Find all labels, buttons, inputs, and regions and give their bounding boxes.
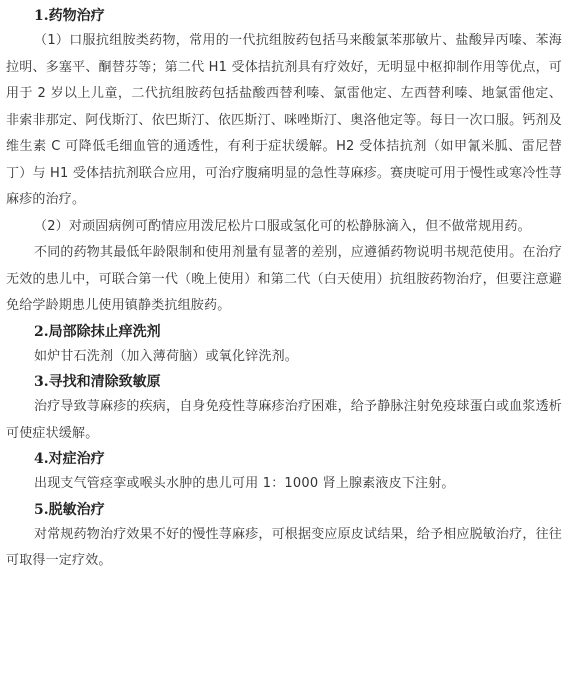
paragraph-desensitization: 对常规药物治疗效果不好的慢性荨麻疹，可根据变应原皮试结果，给予相应脱敏治疗，往往可取得一定疗效。 xyxy=(6,526,563,568)
section-heading-symptomatic-treatment: 4.对症治疗 xyxy=(34,451,105,467)
paragraph-oral-antihistamines: （1）口服抗组胺类药物，常用的一代抗组胺药包括马来酸氯苯那敏片、盐酸异丙嗪、苯海拉明、多塞平、酮替芬等；第二代 H1 受体拮抗剂具有疗效好，无明显中枢抑制作用等优点，可用于 2 岁以上儿童，二代抗组胺药包括盐酸西替利嗪、氯雷他定、左西替利嗪、地氯雷他定、非索非那定、阿伐斯汀、依巴斯汀、依匹斯汀、咪唑斯汀、奥洛他定等。每日一次口服。钙剂及维生素 C 可降低毛细血管的通透性，有利于症状缓解。H2 受体拮抗剂（如甲氰米胍、雷尼替丁）与 H1 受体拮抗剂联合应用，可治疗腹痛明显的急性荨麻疹。赛庚啶可用于慢性或寒冷性荨麻疹的治疗。 xyxy=(6,33,562,207)
paragraph-age-dosage: 不同的药物其最低年龄限制和使用剂量有显著的差别，应遵循药物说明书规范使用。在治疗无效的患儿中，可联合第一代（晚上使用）和第二代（白天使用）抗组胺药物治疗，但要注意避免给学龄期患儿使用镇静类抗组胺药。 xyxy=(6,245,563,313)
section-heading-topical-lotion: 2.局部除抹止痒洗剂 xyxy=(34,323,161,340)
paragraph-symptomatic-treatment: 出现支气管痉挛或喉头水肿的患儿可用 1：1000 肾上腺素液皮下注射。 xyxy=(34,476,455,491)
section-heading-drug-therapy: 1.药物治疗 xyxy=(34,8,105,24)
paragraph-refractory-cases: （2）对顽固病例可酌情应用泼尼松片口服或氢化可的松静脉滴入，但不做常规用药。 xyxy=(34,218,531,234)
section-heading-desensitization: 5.脱敏治疗 xyxy=(34,501,105,518)
paragraph-allergen-removal: 治疗导致荨麻疹的疾病，自身免疫性荨麻疹治疗困难，给予静脉注射免疫球蛋白或血浆透析可使症状缓解。 xyxy=(6,399,563,441)
paragraph-topical-lotion: 如炉甘石洗剂（加入薄荷脑）或氧化锌洗剂。 xyxy=(34,348,299,364)
section-heading-allergen-removal: 3.寻找和清除致敏原 xyxy=(34,374,161,390)
